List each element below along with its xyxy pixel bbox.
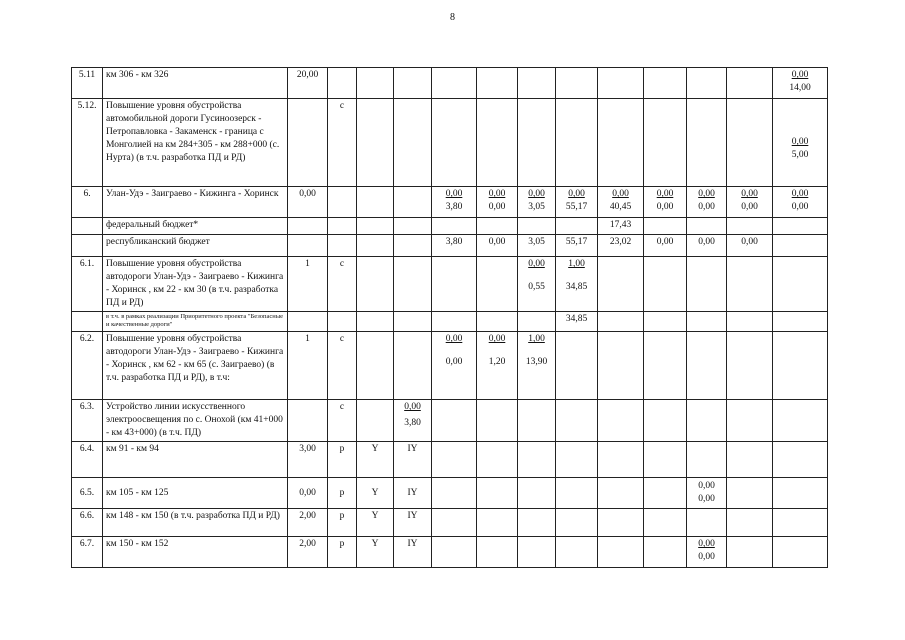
row-name: км 306 - км 326 <box>103 68 288 99</box>
row-name: км 105 - км 125 <box>103 478 288 509</box>
value-cell: 0,00 0,55 <box>518 257 556 312</box>
category-cell: Y <box>357 478 394 509</box>
value-cell: 17,43 <box>598 218 644 235</box>
value-cell: 0,00 0,00 <box>477 187 518 218</box>
row-name: Повышение уровня обустройства автомобильной дороги Гусиноозерск - Петропавловка - Закаменск - граница с Монголией на км 284+305 - км 288+000 (с. Нурта) (в т.ч. разработка ПД и РД) <box>103 99 288 187</box>
table-row <box>72 257 828 312</box>
table-row <box>72 332 828 400</box>
table-row <box>72 68 828 99</box>
work-type-cell: р <box>328 478 357 509</box>
work-type-cell: с <box>328 332 357 400</box>
row-name: Устройство линии искусственного электроосвещения по с. Онохой (км 41+000 - км 43+000) (в т.ч. ПД) <box>103 400 288 442</box>
value-cell: 0,00 3,80 <box>432 187 477 218</box>
value-cell: 0,00 1,20 <box>477 332 518 400</box>
row-name: в т.ч. в рамках реализации Приоритетного проекта "Безопасные и качественные дороги" <box>103 312 288 332</box>
value-cell: 23,02 <box>598 235 644 257</box>
table-row <box>72 442 828 478</box>
row-name: км 150 - км 152 <box>103 537 288 568</box>
value-cell: 0,00 0,00 <box>687 187 727 218</box>
row-name: Повышение уровня обустройства автодороги Улан-Удэ - Заиграево - Кижинга - Хоринск , км 62 - км 65 (с. Заиграево) (в т.ч. разработка ПД и РД), в т.ч: <box>103 332 288 400</box>
value-cell: 0,00 3,80 <box>394 400 432 442</box>
value-cell: 0,00 0,00 <box>773 187 828 218</box>
category-cell: IY <box>394 442 432 478</box>
work-type-cell: р <box>328 509 357 537</box>
work-type-cell: с <box>328 99 357 187</box>
road-works-table <box>71 67 828 568</box>
length-cell: 20,00 <box>288 68 328 99</box>
table-row <box>72 537 828 568</box>
row-name: Улан-Удэ - Заиграево - Кижинга - Хоринск <box>103 187 288 218</box>
row-name: республиканский бюджет <box>103 235 288 257</box>
row-name: федеральный бюджет* <box>103 218 288 235</box>
length-cell: 1 <box>288 332 328 400</box>
table-row <box>72 99 828 187</box>
value-cell: 55,17 <box>556 235 598 257</box>
work-type-cell: р <box>328 537 357 568</box>
category-cell: Y <box>357 537 394 568</box>
length-cell: 0,00 <box>288 187 328 218</box>
row-number: 6.4. <box>72 442 103 478</box>
category-cell: Y <box>357 442 394 478</box>
value-cell: 1,00 13,90 <box>518 332 556 400</box>
value-cell: 0,00 40,45 <box>598 187 644 218</box>
value-cell: 0,00 <box>477 235 518 257</box>
table-row <box>72 218 828 235</box>
work-type-cell: с <box>328 257 357 312</box>
table-row <box>72 400 828 442</box>
value-cell: 34,85 <box>556 312 598 332</box>
row-name: км 91 - км 94 <box>103 442 288 478</box>
row-name: Повышение уровня обустройства автодороги Улан-Удэ - Заиграево - Кижинга - Хоринск , км 22 - км 30 (в т.ч. разработка ПД и РД) <box>103 257 288 312</box>
row-name: км 148 - км 150 (в т.ч. разработка ПД и РД) <box>103 509 288 537</box>
value-cell: 0,00 <box>727 235 773 257</box>
value-cell: 0,00 <box>687 235 727 257</box>
category-cell: IY <box>394 537 432 568</box>
value-cell: 0,00 0,00 <box>687 478 727 509</box>
row-number: 6.2. <box>72 332 103 400</box>
value-cell: 0,00 0,00 <box>727 187 773 218</box>
work-type-cell: с <box>328 400 357 442</box>
value-cell: 0,00 0,00 <box>432 332 477 400</box>
table-row <box>72 478 828 509</box>
value-cell: 3,05 <box>518 235 556 257</box>
table-row <box>72 312 828 332</box>
length-cell: 2,00 <box>288 537 328 568</box>
value-cell: 0,00 <box>644 235 687 257</box>
value-cell: 0,00 3,05 <box>518 187 556 218</box>
row-number: 6. <box>72 187 103 218</box>
value-cell: 0,00 0,00 <box>687 537 727 568</box>
row-number: 6.3. <box>72 400 103 442</box>
page-number: 8 <box>450 12 455 23</box>
length-cell: 0,00 <box>288 478 328 509</box>
row-number: 6.5. <box>72 478 103 509</box>
row-number: 6.6. <box>72 509 103 537</box>
length-cell: 2,00 <box>288 509 328 537</box>
table-row <box>72 509 828 537</box>
value-cell: 3,80 <box>432 235 477 257</box>
category-cell: IY <box>394 478 432 509</box>
category-cell: IY <box>394 509 432 537</box>
length-cell: 1 <box>288 257 328 312</box>
work-type-cell: р <box>328 442 357 478</box>
value-cell: 0,00 14,00 <box>773 68 828 99</box>
row-number: 5.12. <box>72 99 103 187</box>
value-cell: 0,00 0,00 <box>644 187 687 218</box>
table-row <box>72 187 828 218</box>
row-number: 6.7. <box>72 537 103 568</box>
value-cell: 1,00 34,85 <box>556 257 598 312</box>
category-cell: Y <box>357 509 394 537</box>
table-row <box>72 235 828 257</box>
length-cell: 3,00 <box>288 442 328 478</box>
value-cell: 0,00 5,00 <box>773 99 828 187</box>
value-cell: 0,00 55,17 <box>556 187 598 218</box>
row-number: 5.11 <box>72 68 103 99</box>
row-number: 6.1. <box>72 257 103 312</box>
